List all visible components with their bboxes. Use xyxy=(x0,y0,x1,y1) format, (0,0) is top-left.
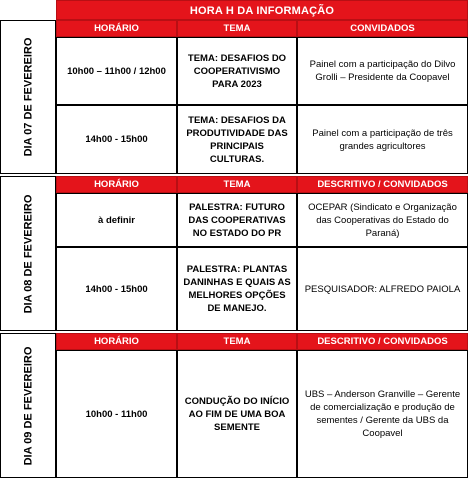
row-3-1-time: 10h00 - 11h00 xyxy=(56,350,177,478)
row-2-2-time: 14h00 - 15h00 xyxy=(56,247,177,331)
day-label-2 xyxy=(0,176,56,331)
header-time-3: HORÁRIO xyxy=(56,333,177,350)
header-guests-3: DESCRITIVO / CONVIDADOS xyxy=(297,333,468,350)
header-guests-1: CONVIDADOS xyxy=(297,20,468,37)
row-3-1-guests: UBS – Anderson Granville – Gerente de comercialização e produção de sementes / Gerente da UBS da Coopavel xyxy=(297,350,468,478)
row-2-1-guests: OCEPAR (Sindicato e Organização das Cooperativas do Estado do Paraná) xyxy=(297,193,468,247)
row-1-2-time: 14h00 - 15h00 xyxy=(56,105,177,174)
row-2-2-guests: PESQUISADOR: ALFREDO PAIOLA xyxy=(297,247,468,331)
page-title: HORA H DA INFORMAÇÃO xyxy=(56,0,468,20)
row-1-1-theme: TEMA: DESAFIOS DO COOPERATIVISMO PARA 2023 xyxy=(177,37,297,105)
row-1-2-guests: Painel com a participação de três grandes agricultores xyxy=(297,105,468,174)
day-label-1-text: DIA 07 DE FEVEREIRO xyxy=(22,37,35,157)
row-1-1-time: 10h00 – 11h00 / 12h00 xyxy=(56,37,177,105)
row-2-1-time: à definir xyxy=(56,193,177,247)
row-2-2-theme: PALESTRA: PLANTAS DANINHAS E QUAIS AS MELHORES OPÇÕES DE MANEJO. xyxy=(177,247,297,331)
header-time-1: HORÁRIO xyxy=(56,20,177,37)
row-2-1-theme: PALESTRA: FUTURO DAS COOPERATIVAS NO ESTADO DO PR xyxy=(177,193,297,247)
header-theme-1: TEMA xyxy=(177,20,297,37)
header-theme-2: TEMA xyxy=(177,176,297,193)
row-3-1-theme: CONDUÇÃO DO INÍCIO AO FIM DE UMA BOA SEMENTE xyxy=(177,350,297,478)
header-guests-2: DESCRITIVO / CONVIDADOS xyxy=(297,176,468,193)
row-1-1-guests: Painel com a participação do Dilvo Grolli – Presidente da Coopavel xyxy=(297,37,468,105)
header-theme-3: TEMA xyxy=(177,333,297,350)
day-label-3-text: DIA 09 DE FEVEREIRO xyxy=(22,346,35,465)
row-1-2-theme: TEMA: DESAFIOS DA PRODUTIVIDADE DAS PRINCIPAIS CULTURAS. xyxy=(177,105,297,174)
day-label-2-text: DIA 08 DE FEVEREIRO xyxy=(22,194,35,313)
day-label-1 xyxy=(0,20,56,174)
header-time-2: HORÁRIO xyxy=(56,176,177,193)
day-label-3 xyxy=(0,333,56,478)
